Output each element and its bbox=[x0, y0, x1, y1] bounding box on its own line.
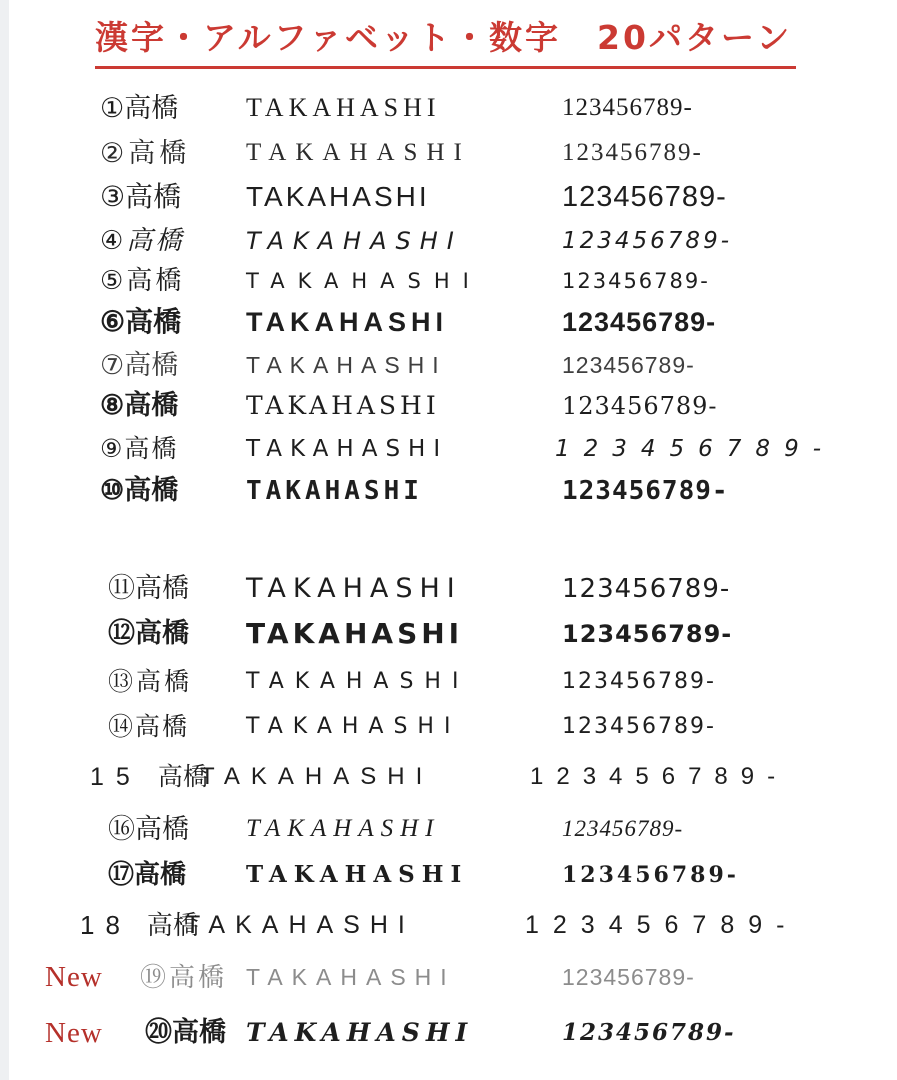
alphabet-sample: TAKAHASHI bbox=[246, 573, 462, 604]
family-name-sample: 高橋 bbox=[126, 266, 185, 296]
family-name-sample: 高橋 bbox=[135, 573, 189, 604]
pattern-label bbox=[140, 959, 227, 995]
pattern-row-2 bbox=[0, 135, 897, 171]
pattern-row-19 bbox=[0, 959, 897, 995]
digits-sample: 123456789- bbox=[562, 574, 731, 604]
alphabet-sample: TAKAHASHI bbox=[246, 227, 463, 255]
family-name-sample: 高橋 bbox=[124, 93, 179, 123]
family-name-sample: 高橋 bbox=[124, 390, 179, 421]
pattern-number: 15 bbox=[90, 763, 142, 791]
digits-sample: 123456789- bbox=[525, 911, 799, 939]
pattern-row-11 bbox=[0, 571, 897, 607]
pattern-row-5 bbox=[0, 263, 897, 299]
pattern-number: ② bbox=[100, 138, 129, 168]
pattern-number: ⑰ bbox=[108, 860, 135, 890]
pattern-row-4 bbox=[0, 223, 897, 259]
pattern-number: ⑫ bbox=[108, 618, 135, 649]
pattern-row-16 bbox=[0, 811, 897, 847]
alphabet-sample: TAKAHASHI bbox=[246, 352, 447, 378]
pattern-row-13 bbox=[0, 664, 897, 700]
alphabet-sample: TAKAHASHI bbox=[246, 617, 464, 650]
pattern-label bbox=[108, 571, 189, 607]
pattern-label bbox=[108, 709, 189, 745]
pattern-row-12 bbox=[0, 616, 897, 652]
family-name-sample: 高橋 bbox=[172, 1017, 226, 1048]
pattern-label bbox=[100, 388, 178, 424]
family-name-sample: 高橋 bbox=[128, 138, 191, 168]
family-name-sample: 高橋 bbox=[124, 350, 179, 380]
pattern-number: ⑧ bbox=[100, 390, 125, 421]
alphabet-sample: TAKAHASHI bbox=[246, 139, 471, 166]
alphabet-sample: TAKAHASHI bbox=[246, 714, 461, 739]
pattern-row-9 bbox=[0, 431, 897, 467]
alphabet-sample: TAKAHASHI bbox=[246, 1018, 474, 1047]
family-name-sample: 高橋 bbox=[125, 181, 182, 212]
pattern-number: ⑬ bbox=[108, 667, 137, 696]
digits-sample: 123456789- bbox=[555, 436, 835, 462]
family-name-sample: 高橋 bbox=[136, 667, 193, 696]
pattern-row-7 bbox=[0, 347, 897, 383]
pattern-number: ① bbox=[100, 93, 125, 123]
pattern-number: ⑦ bbox=[100, 350, 125, 380]
alphabet-sample: TAKAHASHI bbox=[246, 436, 449, 462]
pattern-label bbox=[108, 664, 192, 700]
alphabet-sample: TAKAHASHI bbox=[246, 269, 482, 293]
pattern-number: ⑪ bbox=[108, 573, 135, 604]
digits-sample: 123456789- bbox=[562, 181, 727, 213]
pattern-row-18 bbox=[0, 907, 897, 943]
pattern-label bbox=[80, 907, 199, 943]
alphabet-sample: TAKAHASHI bbox=[246, 181, 430, 212]
family-name-sample: 高橋 bbox=[126, 226, 185, 256]
alphabet-sample: TAKAHASHI bbox=[246, 93, 441, 122]
digits-sample: 123456789- bbox=[562, 228, 732, 254]
new-badge: New bbox=[45, 1017, 103, 1049]
alphabet-sample: TAKAHASHI bbox=[246, 476, 423, 506]
pattern-row-8 bbox=[0, 388, 897, 424]
alphabet-sample: TAKAHASHI bbox=[246, 964, 456, 990]
alphabet-sample: TAKAHASHI bbox=[246, 669, 470, 694]
pattern-number: ⑲ bbox=[140, 962, 170, 992]
family-name-sample: 高橋 bbox=[134, 860, 187, 890]
pattern-label bbox=[100, 431, 178, 467]
pattern-label bbox=[100, 90, 178, 126]
pattern-row-3 bbox=[0, 179, 897, 215]
pattern-number: ⑭ bbox=[108, 712, 136, 741]
pattern-label bbox=[108, 616, 189, 652]
pattern-row-20 bbox=[0, 1015, 897, 1051]
pattern-row-14 bbox=[0, 709, 897, 745]
pattern-label bbox=[100, 473, 178, 509]
pattern-label bbox=[145, 1015, 226, 1051]
pattern-label bbox=[100, 135, 190, 171]
alphabet-sample: TAKAHASHI bbox=[185, 911, 415, 939]
pattern-number: ⑤ bbox=[100, 266, 127, 296]
family-name-sample: 高橋 bbox=[135, 712, 190, 741]
pattern-number: ③ bbox=[100, 181, 126, 212]
family-name-sample: 高橋 bbox=[124, 434, 179, 463]
pattern-number: ⑩ bbox=[100, 475, 125, 506]
digits-sample: 123456789- bbox=[562, 669, 716, 694]
pattern-label bbox=[100, 347, 178, 383]
pattern-row-17 bbox=[0, 857, 897, 893]
family-name-sample: 高橋 bbox=[124, 475, 179, 506]
pattern-row-6 bbox=[0, 304, 897, 340]
pattern-number: 18 bbox=[80, 910, 131, 940]
digits-sample: 123456789- bbox=[530, 763, 789, 790]
pattern-row-15 bbox=[0, 759, 897, 795]
alphabet-sample: TAKAHASHI bbox=[246, 861, 469, 888]
digits-sample: 123456789- bbox=[562, 139, 703, 166]
new-badge: New bbox=[45, 961, 103, 993]
pattern-label bbox=[100, 304, 181, 340]
family-name-sample: 高橋 bbox=[135, 618, 189, 649]
pattern-row-10 bbox=[0, 473, 897, 509]
digits-sample: 123456789- bbox=[562, 307, 717, 337]
family-name-sample: 高橋 bbox=[157, 763, 208, 791]
family-name-sample: 高橋 bbox=[146, 910, 199, 940]
pattern-row-1 bbox=[0, 90, 897, 126]
pattern-label bbox=[108, 857, 186, 893]
pattern-label bbox=[100, 223, 184, 259]
family-name-sample: 高橋 bbox=[135, 814, 189, 844]
pattern-number: ⑳ bbox=[145, 1017, 172, 1048]
pattern-label bbox=[108, 811, 189, 847]
digits-sample: 123456789- bbox=[562, 1019, 736, 1046]
digits-sample: 123456789- bbox=[562, 476, 729, 506]
family-name-sample: 高橋 bbox=[125, 306, 182, 337]
pattern-number: ⑥ bbox=[100, 306, 126, 337]
pattern-label bbox=[100, 179, 181, 215]
digits-sample: 123456789- bbox=[562, 964, 695, 990]
digits-sample: 123456789- bbox=[562, 714, 716, 739]
digits-sample: 123456789- bbox=[562, 352, 695, 378]
digits-sample: 123456789- bbox=[562, 620, 733, 648]
alphabet-sample: TAKAHASHI bbox=[246, 391, 440, 420]
alphabet-sample: TAKAHASHI bbox=[246, 307, 448, 337]
pattern-label bbox=[100, 263, 184, 299]
digits-sample: 123456789- bbox=[562, 269, 710, 293]
digits-sample: 123456789- bbox=[562, 816, 684, 841]
pattern-number: ⑨ bbox=[100, 434, 125, 463]
digits-sample: 123456789- bbox=[562, 392, 718, 420]
alphabet-sample: TAKAHASHI bbox=[200, 763, 434, 790]
pattern-number: ④ bbox=[100, 226, 127, 256]
pattern-label bbox=[90, 759, 208, 795]
digits-sample: 123456789- bbox=[562, 94, 693, 121]
pattern-number: ⑯ bbox=[108, 814, 135, 844]
page-title: 漢字・アルファベット・数字 20パターン bbox=[95, 12, 796, 69]
digits-sample: 123456789- bbox=[562, 862, 739, 888]
alphabet-sample: TAKAHASHI bbox=[246, 815, 441, 842]
family-name-sample: 高橋 bbox=[169, 962, 228, 992]
